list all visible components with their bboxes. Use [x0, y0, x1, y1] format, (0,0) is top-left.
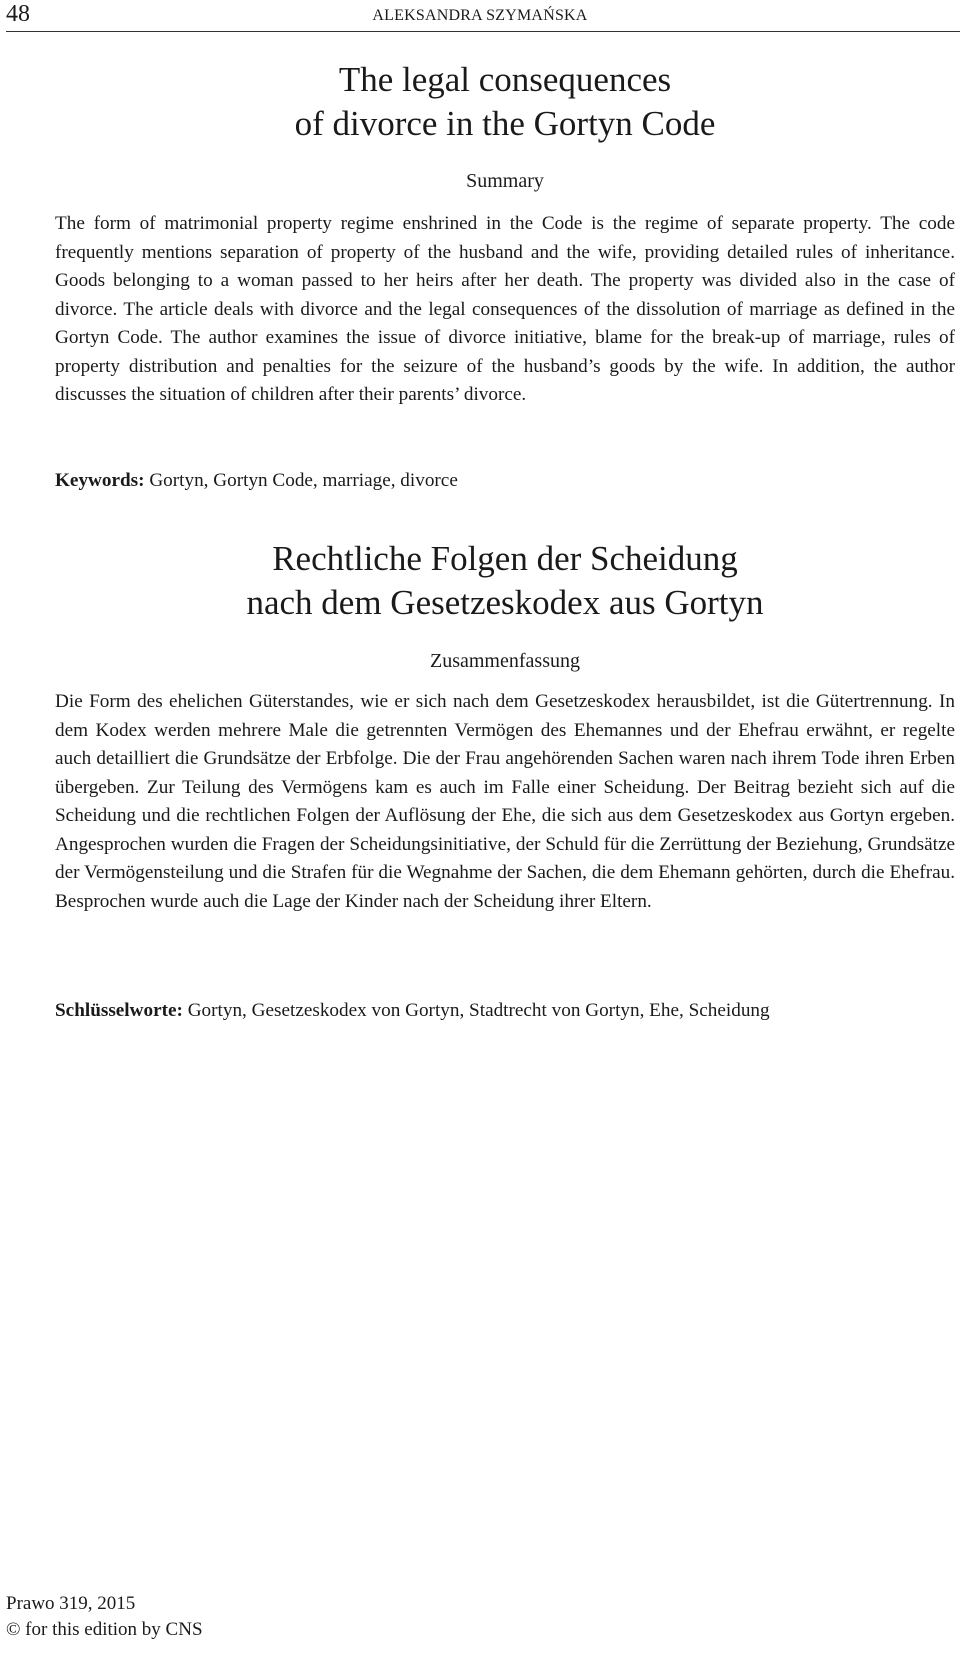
english-title-line-1: The legal consequences	[338, 60, 672, 99]
german-abstract: Die Form des ehelichen Güterstandes, wie er sich nach dem Gesetzeskodex herausbildet, ist die Gütertrennung. In dem Kodex werden mehrere Male die getrennten Vermögen des Ehemannes und der Ehefrau erwähnt, er regelte auch detailliert die Grundsätze der Erbfolge. Die der Frau angehörenden Sachen waren nach ihrem Tode ihren Erben übergeben. Zur Teilung des Vermögens kam es auch im Falle einer Scheidung. Der Beitrag bezieht sich auf die Scheidung und die rechtlichen Folgen der Auflösung der Ehe, die sich aus dem Gesetzeskodex aus Gortyn ergeben. Angesprochen wurden die Fragen der Scheidungsinitiative, der Schuld für die Zerrüttung der Beziehung, Grundsätze der Vermögensteilung und die Strafen für die Wegnahme der Sachen, die dem Ehemann gehörten, durch die Ehefrau. Besprochen wurde auch die Lage der Kinder nach der Scheidung ihrer Eltern.	[55, 691, 955, 912]
english-abstract: The form of matrimonial property regime enshrined in the Code is the regime of separate property. The code frequently mentions separation of property of the husband and the wife, providing detailed rules of inheritance. Goods belonging to a woman passed to her heirs after her death. The property was divided also in the case of divorce. The article deals with divorce and the legal consequences of the dissolution of marriage as defined in the Gortyn Code. The author examines the issue of divorce initiative, blame for the break-up of marriage, rules of property distribution and penalties for the seizure of the husband’s goods by the wife. In addition, the author discusses the situation of children after their parents’ divorce.	[55, 213, 955, 405]
german-keywords-label: Schlüsselworte:	[55, 1000, 183, 1021]
english-summary-heading-block	[55, 169, 955, 193]
page-header	[0, 0, 960, 34]
header-rule	[6, 31, 960, 32]
english-summary-heading: Summary	[466, 170, 544, 192]
english-title-line-2: of divorce in the Gortyn Code	[294, 104, 716, 143]
german-title-line-1: Rechtliche Folgen der Scheidung	[272, 539, 738, 578]
german-keywords-text: Gortyn, Gesetzeskodex von Gortyn, Stadtrecht von Gortyn, Ehe, Scheidung	[182, 1000, 770, 1021]
footer-journal: Prawo 319, 2015	[6, 1593, 136, 1614]
english-keywords-label: Keywords:	[55, 470, 145, 491]
english-abstract-block	[55, 210, 955, 410]
footer-copyright: © for this edition by CNS	[6, 1619, 203, 1640]
page-number: 48	[6, 1, 30, 27]
english-keywords-text: Gortyn, Gortyn Code, marriage, divorce	[144, 470, 458, 491]
running-head-author: ALEKSANDRA SZYMAŃSKA	[372, 7, 588, 24]
english-title	[55, 58, 955, 146]
english-keywords	[55, 467, 955, 495]
german-keywords-block	[55, 997, 955, 1025]
german-summary-heading-block	[55, 649, 955, 673]
english-keywords-block	[55, 467, 955, 495]
german-title	[55, 537, 955, 625]
german-title-block	[55, 537, 955, 625]
english-title-block	[55, 58, 955, 146]
german-abstract-block	[55, 688, 955, 916]
german-title-line-2: nach dem Gesetzeskodex aus Gortyn	[246, 583, 764, 622]
german-summary-heading: Zusammenfassung	[430, 650, 580, 672]
german-keywords	[55, 997, 955, 1025]
